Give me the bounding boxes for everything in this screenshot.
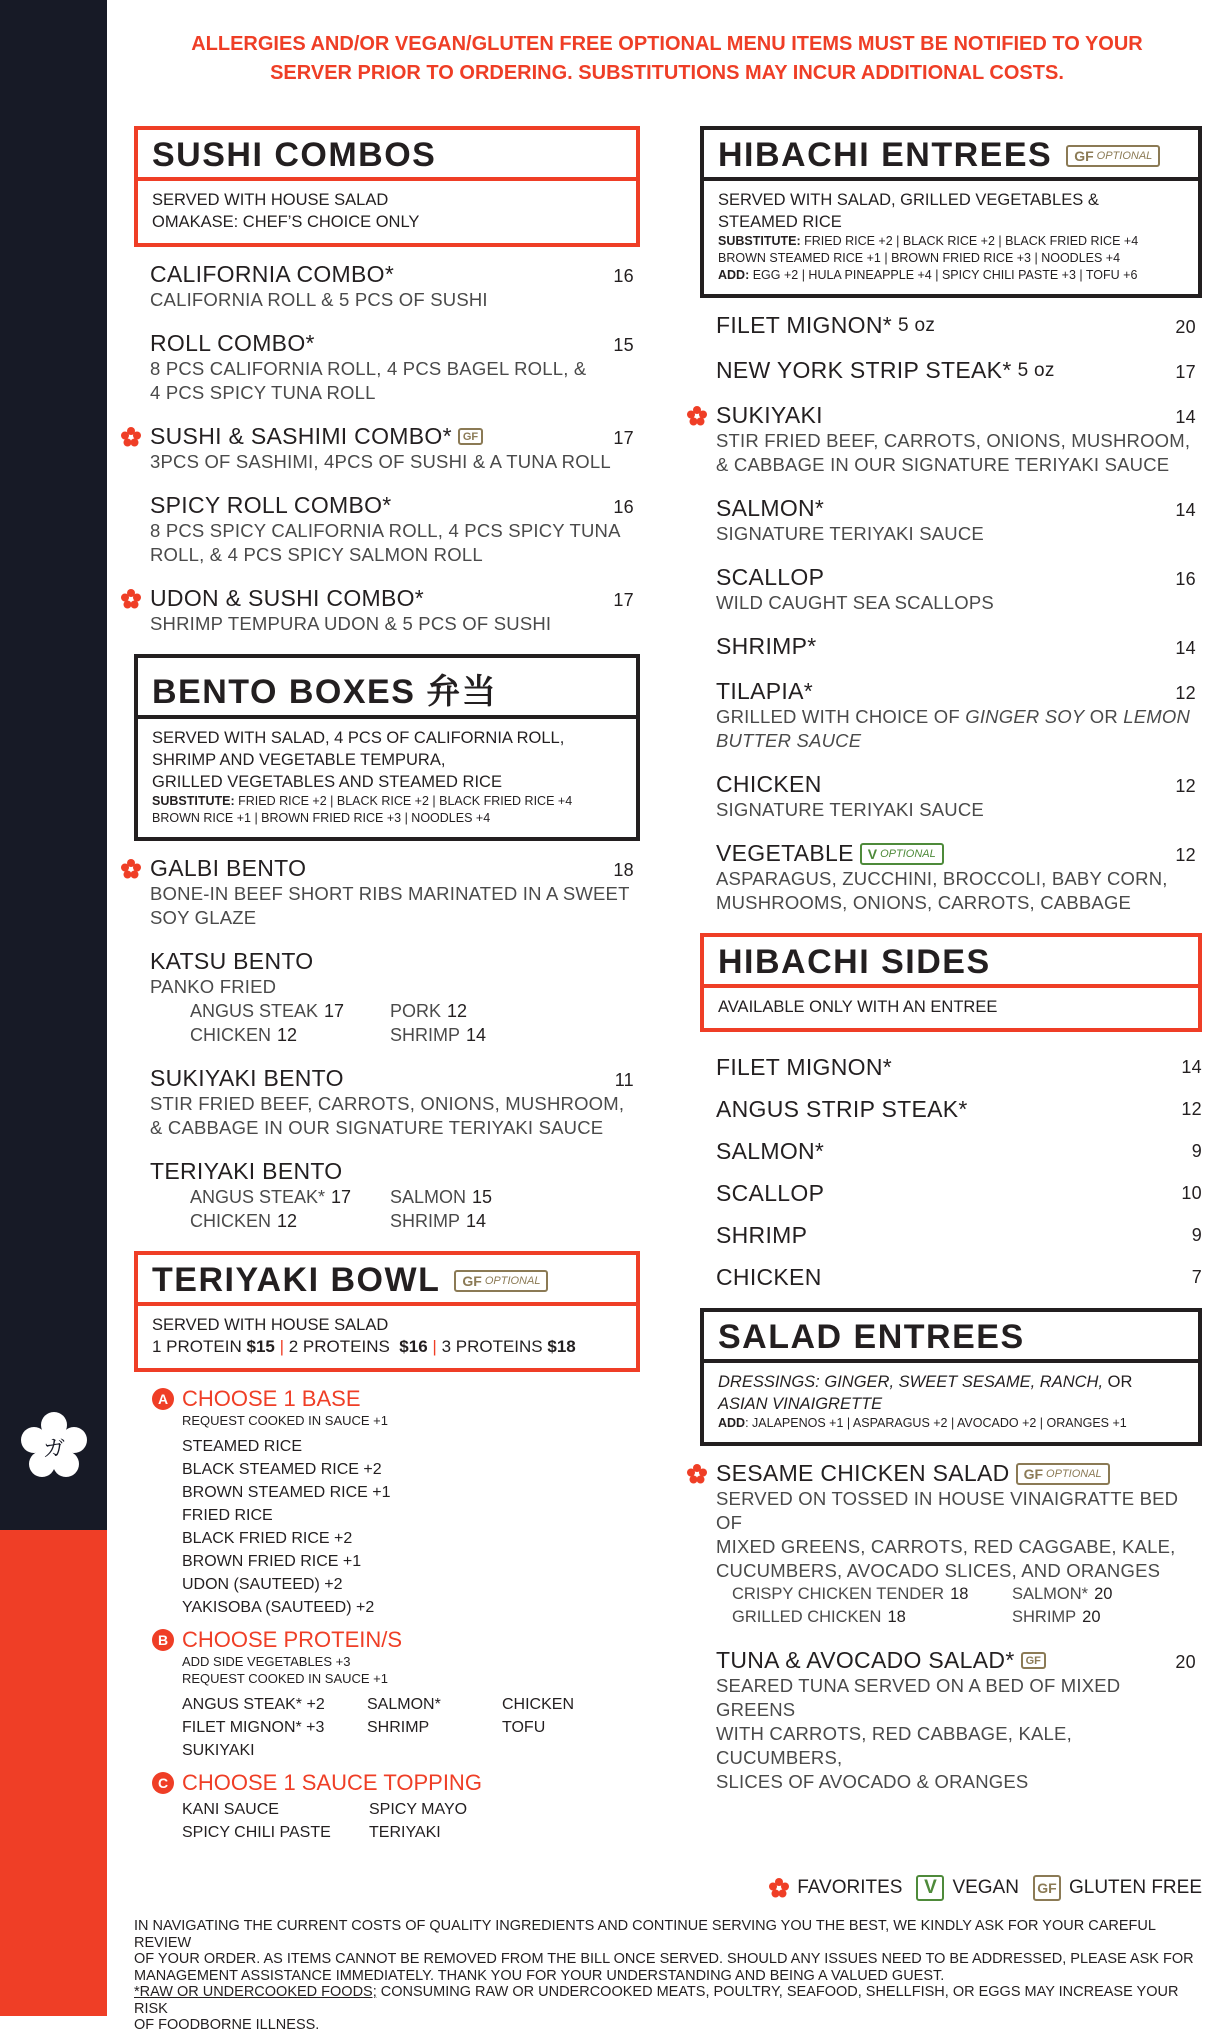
sidebar-dark-panel [0,0,107,1530]
item-desc: STIR FRIED BEEF, CARROTS, ONIONS, MUSHROOM, [150,1093,625,1114]
item-name: SPICY ROLL COMBO* [150,492,392,518]
item-price: 16 [613,497,634,517]
bento-boxes-box [134,654,640,841]
gf-badge: GF [1021,1652,1046,1669]
item-price: 14 [1175,638,1196,658]
item-name: SUKIYAKI BENTO [150,1065,344,1091]
item-name: CALIFORNIA COMBO* [150,261,395,287]
gf-optional-badge: GF OPTIONAL [1016,1463,1110,1485]
base-option: BLACK STEAMED RICE +2 [182,1461,382,1478]
protein-option: FILET MIGNON* +3 [182,1719,325,1736]
sides-list [700,1046,1202,1298]
option-name: CRISPY CHICKEN TENDER [732,1585,945,1603]
item-price: 12 [1175,845,1196,865]
hibachi-entrees-box [700,126,1202,298]
section-note: OMAKASE: CHEF’S CHOICE ONLY [152,213,420,231]
option-price: 14 [466,1211,487,1231]
choose-protein-section [134,1627,640,1762]
side-item: SHRIMP 9 [716,1222,1202,1248]
menu-item [700,633,1202,660]
add-label: ADD: [718,268,750,282]
protein-option: TOFU [502,1719,546,1736]
section-note: GRILLED VEGETABLES AND STEAMED RICE [152,773,502,791]
item-price: 12 [1175,776,1196,796]
allergy-notice [110,30,1224,88]
menu-item [700,840,1202,915]
item-name: SCALLOP [716,564,825,590]
item-name: CHICKEN [716,771,822,797]
item-price: 14 [1175,407,1196,427]
base-option: BROWN STEAMED RICE +1 [182,1484,391,1501]
menu-item [134,1158,640,1233]
favorite-flower-icon [687,406,707,426]
item-name: TUNA & AVOCADO SALAD* [716,1647,1015,1673]
option-name: SALMON [390,1187,467,1207]
footer-disclaimer: IN NAVIGATING THE CURRENT COSTS OF QUALITY INGREDIENTS AND CONTINUE SERVING YOU THE BEST, WE KINDLY ASK FOR YOUR CAREFUL REVIEW OF YOUR ORDER. AS ITEMS CANNOT BE REMOVED FROM THE BILL ONCE SERVED. SHOULD ANY ISSUES NEED TO BE ADDRESSED, PLEASE ASK FOR MANAGEMENT ASSISTANCE IMMEDIATELY. THANK YOU FOR YOUR UNDERSTANDING AND BEING A VALUED GUEST. *RAW OR UNDERCOOKED FOODS; CONSUMING RAW OR UNDERCOOKED MEATS, POULTRY, SEAFOOD, SHELLFISH, OR EGGS MAY INCREASE YOUR RISK OF FOODBORNE ILLNESS. [134,1918,1194,2033]
step-title: CHOOSE PROTEIN/S [182,1627,403,1652]
option-name: SHRIMP [1012,1608,1077,1626]
item-size: 5 oz [1017,359,1055,381]
option-price: 17 [324,1001,345,1021]
item-desc: MUSHROOMS, ONIONS, CARROTS, CABBAGE [716,892,1132,913]
item-name: FILET MIGNON* [716,312,892,338]
menu-item [134,855,640,930]
item-desc: ROLL, & 4 PCS SPICY SALMON ROLL [150,544,483,565]
menu-item [700,771,1202,822]
item-price: 17 [613,428,634,448]
item-desc: PANKO FRIED [150,976,277,997]
vegan-optional-badge: V OPTIONAL [860,843,944,865]
protein-pricing: 1 PROTEIN $15 | 2 PROTEINS $16 | 3 PROTEINS $18 [152,1337,576,1356]
item-name: NEW YORK STRIP STEAK* [716,357,1012,383]
item-desc: SOY GLAZE [150,907,257,928]
option-name: ANGUS STEAK [190,1001,319,1021]
substitute-text: BROWN RICE +1 | BROWN FRIED RICE +3 | NOODLES +4 [152,811,491,825]
sauce-option: SPICY CHILI PASTE [182,1824,331,1841]
menu-item [134,261,640,312]
item-price: 15 [613,335,634,355]
item-desc: & CABBAGE IN OUR SIGNATURE TERIYAKI SAUCE [716,454,1170,475]
menu-item [134,1065,640,1140]
section-title: SUSHI COMBOS [152,136,437,174]
add-text: EGG +2 | HULA PINEAPPLE +4 | SPICY CHILI PASTE +3 | TOFU +6 [749,268,1138,282]
substitute-label: SUBSTITUTE: [718,234,801,248]
section-title: BENTO BOXES 弁当 [152,673,498,711]
section-title: HIBACHI SIDES [718,943,991,981]
dressings-note: DRESSINGS: GINGER, SWEET SESAME, RANCH, OR ASIAN VINAIGRETTE [718,1373,1133,1413]
menu-item [700,312,1202,339]
item-price: 16 [1175,569,1196,589]
menu-item [700,564,1202,615]
protein-option: ANGUS STEAK* +2 [182,1696,325,1713]
option-price: 20 [1082,1608,1101,1626]
item-desc: SERVED ON TOSSED IN HOUSE VINAIGRATTE BED OF [716,1488,1179,1533]
favorite-flower-icon [121,589,141,609]
section-title: TERIYAKI BOWL [152,1261,441,1299]
item-name: VEGETABLE [716,840,854,866]
item-name: TILAPIA* [716,678,813,704]
left-column [134,126,640,1852]
notice-line-1: ALLERGIES AND/OR VEGAN/GLUTEN FREE OPTIONAL MENU ITEMS MUST BE NOTIFIED TO YOUR [191,33,1143,55]
sauce-option: TERIYAKI [369,1824,441,1841]
menu-item [700,357,1202,384]
item-desc: WILD CAUGHT SEA SCALLOPS [716,592,994,613]
salad-entrees-box [700,1308,1202,1446]
right-column [700,126,1202,1812]
protein-option: SALMON* [367,1696,441,1713]
item-desc: STIR FRIED BEEF, CARROTS, ONIONS, MUSHROOM, [716,430,1191,451]
item-price: 17 [1175,362,1196,382]
vegan-icon: V [916,1875,944,1901]
item-desc: 8 PCS SPICY CALIFORNIA ROLL, 4 PCS SPICY TUNA [150,520,621,541]
gf-badge: GF [458,428,483,445]
menu-item [700,678,1202,753]
option-price: 20 [1094,1585,1113,1603]
section-note: SERVED WITH SALAD, 4 PCS OF CALIFORNIA ROLL, [152,729,565,747]
step-c-badge: C [152,1772,174,1794]
menu-item [700,402,1202,477]
protein-option: CHICKEN [502,1696,575,1713]
item-desc: WITH CARROTS, RED CABBAGE, KALE, CUCUMBERS, [716,1723,1072,1768]
side-item: SALMON* 9 [716,1138,1202,1164]
add-text: : JALAPENOS +1 | ASPARAGUS +2 | AVOCADO +2 | ORANGES +1 [745,1416,1127,1430]
item-desc: CUCUMBERS, AVOCADO SLICES, AND ORANGES [716,1560,1161,1581]
section-note: SERVED WITH HOUSE SALAD [152,191,389,209]
menu-item [134,948,640,1047]
favorite-flower-icon [687,1464,707,1484]
item-price: 16 [613,266,634,286]
item-desc: SLICES OF AVOCADO & ORANGES [716,1771,1029,1792]
side-item: FILET MIGNON* 14 [716,1054,1202,1080]
option-price: 12 [277,1025,298,1045]
option-name: SALMON* [1012,1585,1089,1603]
step-b-badge: B [152,1629,174,1651]
sushi-combos-box [134,126,640,247]
substitute-text: FRIED RICE +2 | BLACK RICE +2 | BLACK FRIED RICE +4 [234,794,573,808]
notice-line-2: SERVER PRIOR TO ORDERING. SUBSTITUTIONS MAY INCUR ADDITIONAL COSTS. [270,62,1064,84]
option-grid [150,999,634,1047]
base-option: BLACK FRIED RICE +2 [182,1530,353,1547]
item-name: SUKIYAKI [716,402,823,428]
section-note: AVAILABLE ONLY WITH AN ENTREE [718,998,998,1016]
protein-option: SHRIMP [367,1719,430,1736]
substitute-text: BROWN STEAMED RICE +1 | BROWN FRIED RICE +3 | NOODLES +4 [718,251,1121,265]
section-title: HIBACHI ENTREES [718,136,1053,174]
side-item: SCALLOP 10 [716,1180,1202,1206]
base-option: FRIED RICE [182,1507,273,1524]
sauce-option: KANI SAUCE [182,1801,279,1818]
menu-item [700,1647,1202,1794]
item-desc: GRILLED WITH CHOICE OF GINGER SOY OR LEMON [716,706,1191,727]
item-desc: MIXED GREENS, CARROTS, RED CAGGABE, KALE, [716,1536,1176,1557]
item-desc: SIGNATURE TERIYAKI SAUCE [716,523,984,544]
item-desc: SEARED TUNA SERVED ON A BED OF MIXED GREENS [716,1675,1121,1720]
item-name: TERIYAKI BENTO [150,1158,343,1184]
item-name: UDON & SUSHI COMBO* [150,585,425,611]
sakura-logo-icon [18,1410,90,1482]
option-price: 15 [472,1187,493,1207]
section-note: SHRIMP AND VEGETABLE TEMPURA, [152,751,446,769]
sidebar-red-panel [0,1530,107,2016]
step-title: CHOOSE 1 SAUCE TOPPING [182,1770,482,1795]
option-price: 12 [447,1001,468,1021]
item-desc: & CABBAGE IN OUR SIGNATURE TERIYAKI SAUCE [150,1117,604,1138]
section-note: STEAMED RICE [718,213,842,231]
item-desc: ASPARAGUS, ZUCCHINI, BROCCOLI, BABY CORN, [716,868,1168,889]
item-price: 20 [1175,317,1196,337]
protein-option: SUKIYAKI [182,1742,255,1759]
gluten-free-icon: GF [1033,1875,1061,1901]
hibachi-sides-box [700,933,1202,1032]
item-name: SESAME CHICKEN SALAD [716,1460,1010,1486]
logo-char: ガ [42,1437,66,1462]
item-desc: SHRIMP TEMPURA UDON & 5 PCS OF SUSHI [150,613,552,634]
step-a-badge: A [152,1388,174,1410]
item-price: 17 [613,590,634,610]
option-name: SHRIMP [390,1025,461,1045]
option-name: CHICKEN [190,1025,272,1045]
menu-item [134,330,640,405]
gf-optional-badge: GF OPTIONAL [454,1270,548,1292]
item-desc: BUTTER SAUCE [716,730,862,751]
favorite-flower-icon [769,1878,789,1898]
item-price: 20 [1175,1652,1196,1672]
item-desc: BONE-IN BEEF SHORT RIBS MARINATED IN A SWEET [150,883,630,904]
teriyaki-bowl-box [134,1251,640,1372]
base-option: STEAMED RICE [182,1438,303,1455]
item-desc: 8 PCS CALIFORNIA ROLL, 4 PCS BAGEL ROLL, & [150,358,587,379]
side-item: CHICKEN 7 [716,1264,1202,1290]
item-desc: 4 PCS SPICY TUNA ROLL [150,382,376,403]
option-name: GRILLED CHICKEN [732,1608,882,1626]
add-label: ADD [718,1416,746,1430]
item-name: KATSU BENTO [150,948,314,974]
step-note: REQUEST COOKED IN SAUCE +1 [182,1413,389,1428]
item-price: 12 [1175,683,1196,703]
base-option: UDON (SAUTEED) +2 [182,1576,343,1593]
step-title: CHOOSE 1 BASE [182,1386,361,1411]
step-note: REQUEST COOKED IN SAUCE +1 [182,1671,389,1686]
legend [769,1875,1202,1901]
item-desc: CALIFORNIA ROLL & 5 PCS OF SUSHI [150,289,488,310]
item-name: SHRIMP* [716,633,817,659]
section-note: SERVED WITH SALAD, GRILLED VEGETABLES & [718,191,1099,209]
item-price: 11 [614,1070,634,1090]
menu-item [134,423,640,474]
item-name: ROLL COMBO* [150,330,315,356]
option-price: 14 [466,1025,487,1045]
favorite-flower-icon [121,859,141,879]
item-name: SUSHI & SASHIMI COMBO* [150,423,452,449]
option-price: 17 [331,1187,352,1207]
gf-optional-badge: GF OPTIONAL [1066,145,1160,167]
menu-item [700,495,1202,546]
menu-item [134,585,640,636]
option-name: ANGUS STEAK* [190,1187,326,1207]
base-option: BROWN FRIED RICE +1 [182,1553,362,1570]
item-name: GALBI BENTO [150,855,307,881]
legend-gluten-free: GLUTEN FREE [1068,1877,1202,1898]
legend-favorites: FAVORITES [797,1877,903,1898]
item-price: 14 [1175,500,1196,520]
menu-item [134,492,640,567]
favorite-flower-icon [121,427,141,447]
choose-base-section [134,1386,640,1619]
item-desc: SIGNATURE TERIYAKI SAUCE [716,799,984,820]
item-price: 18 [613,860,634,880]
item-desc: 3PCS OF SASHIMI, 4PCS OF SUSHI & A TUNA ROLL [150,451,611,472]
option-price: 12 [277,1211,298,1231]
substitute-text: FRIED RICE +2 | BLACK RICE +2 | BLACK FRIED RICE +4 [800,234,1139,248]
legend-vegan: VEGAN [952,1877,1019,1898]
section-title: SALAD ENTREES [718,1318,1025,1356]
base-option: YAKISOBA (SAUTEED) +2 [182,1599,375,1616]
item-name: SALMON* [716,495,825,521]
option-grid [716,1583,1196,1629]
option-price: 18 [950,1585,969,1603]
choose-sauce-section [134,1770,640,1844]
option-price: 18 [887,1608,906,1626]
item-size: 5 oz [898,314,936,336]
section-note: SERVED WITH HOUSE SALAD [152,1316,389,1334]
step-note: ADD SIDE VEGETABLES +3 [182,1654,351,1669]
option-name: CHICKEN [190,1211,272,1231]
option-name: PORK [390,1001,442,1021]
option-grid [150,1185,634,1233]
side-item: ANGUS STRIP STEAK* 12 [716,1096,1202,1122]
sauce-option: SPICY MAYO [369,1801,468,1818]
substitute-label: SUBSTITUTE: [152,794,235,808]
menu-item [700,1460,1202,1629]
option-name: SHRIMP [390,1211,461,1231]
